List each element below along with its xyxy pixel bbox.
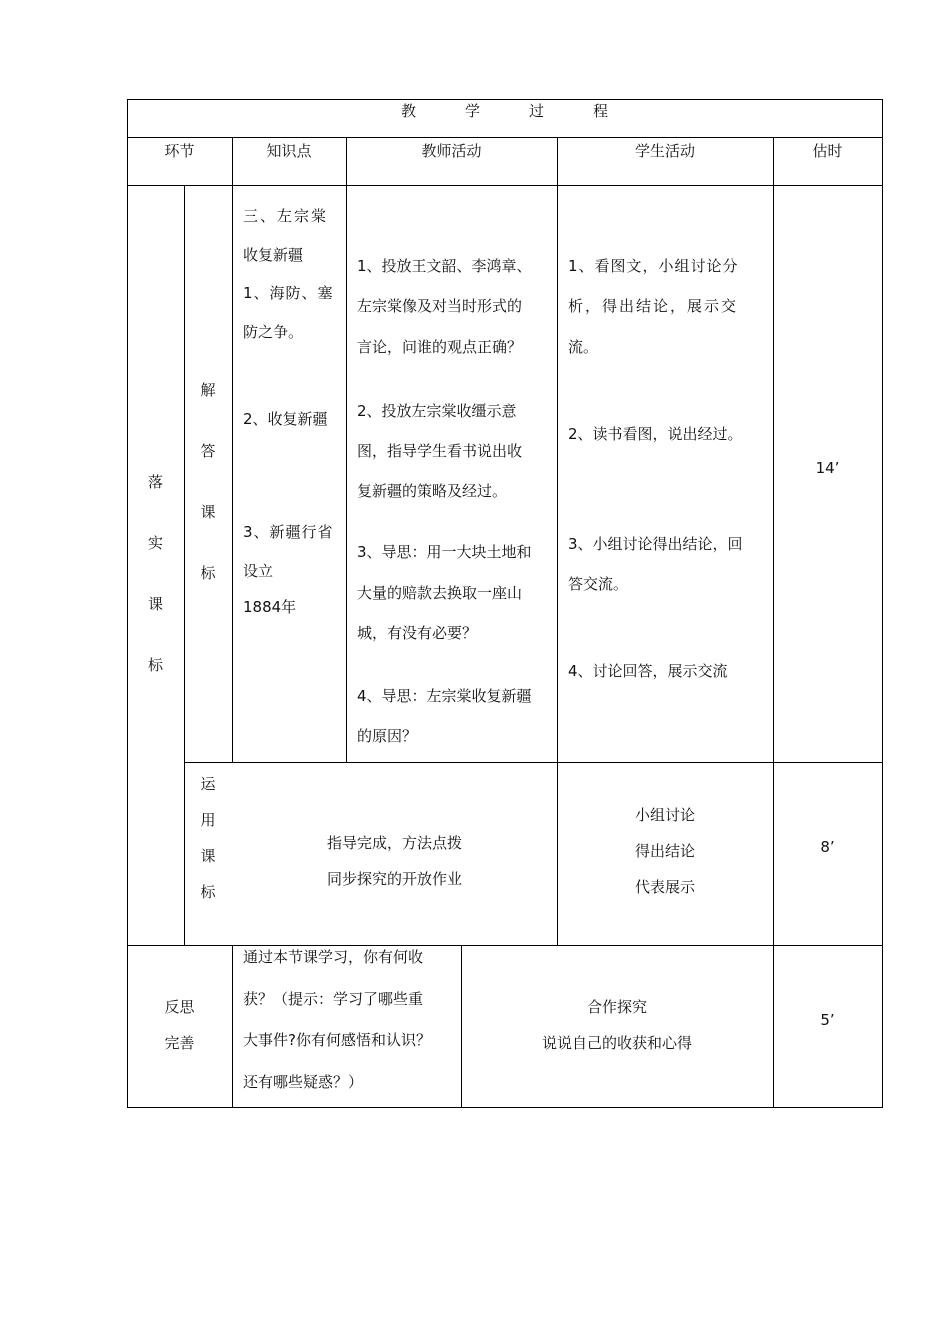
student-line: 答交流。 [568,575,629,593]
reflection-line: 还有哪些疑惑？） [243,1073,364,1091]
part-b-label-char: 标 [200,883,216,901]
part-b-teacher-activity [232,825,557,897]
student-line: 小组讨论 [634,806,695,824]
reflection-line: 获？（提示：学习了哪些重 [243,990,424,1008]
knowledge-line: 收复新疆 [243,246,304,264]
teacher-line: 2、投放左宗棠收缰示意 [357,402,517,420]
teacher-line: 大量的赔款去换取一座山 [357,584,523,602]
section2-label-line: 完善 [164,1034,195,1052]
part-a-label-char: 解 [200,381,216,399]
knowledge-line: 设立 [243,562,274,580]
teacher-line: 复新疆的策略及经过。 [357,482,508,500]
part-b-label [184,766,232,910]
activity-line: 说说自己的收获和心得 [541,1034,692,1052]
part-a-label-char: 答 [200,442,216,460]
section2-time: 5’ [820,1011,835,1029]
section1-label-char: 落 [147,473,163,491]
teacher-line: 左宗棠像及对当时形式的 [357,297,523,315]
teacher-line: 图，指导学生看书说出收 [357,442,523,460]
teacher-line: 1、投放王文韶、李鸿章、 [357,257,532,275]
student-line: 流。 [568,338,599,356]
header-teacher-activity: 教师活动 [421,142,482,160]
header-section: 环节 [164,142,195,160]
teacher-line: 指导完成，方法点拨 [326,834,462,852]
student-line: 3、小组讨论得出结论，回 [568,535,743,553]
teacher-line: 言论，问谁的观点正确？ [357,338,523,356]
student-line: 4、讨论回答，展示交流 [568,662,728,680]
section1-label-char: 实 [147,534,163,552]
teacher-line: 3、导思：用一大块土地和 [357,543,532,561]
knowledge-line: 2、收复新疆 [243,410,328,428]
section1-label-char: 标 [147,656,163,674]
reflection-line: 通过本节课学习，你有何收 [243,948,424,966]
part-a-time: 14’ [815,459,840,477]
part-a-label-char: 课 [200,503,216,521]
student-line: 析，得出结论，展示交 [568,297,739,315]
knowledge-line: 1、海防、塞 [243,284,334,302]
teacher-line: 4、导思：左宗棠收复新疆 [357,687,532,705]
section1-label-char: 课 [147,595,163,613]
table-title: 教 学 过 程 [400,102,609,120]
part-b-student-activity [557,797,773,905]
header-student-activity: 学生活动 [634,142,695,160]
part-b-label-char: 课 [200,847,216,865]
student-line: 1、看图文，小组讨论分 [568,257,739,275]
part-a-label [184,360,232,604]
knowledge-line: 1884年 [243,598,297,616]
teacher-line: 同步探究的开放作业 [326,870,462,888]
section2-label [127,989,232,1061]
header-knowledge: 知识点 [266,142,312,160]
part-b-label-char: 用 [200,811,216,829]
knowledge-line: 3、新疆行省 [243,523,334,541]
knowledge-line: 三、左宗棠 [243,207,329,225]
part-a-label-char: 标 [200,564,216,582]
header-time: 估时 [812,142,843,160]
section1-label [127,452,184,696]
reflection-line: 大事件?你有何感悟和认识？ [243,1031,431,1049]
section2-activity [461,989,773,1061]
student-line: 2、读书看图，说出经过。 [568,425,743,443]
section2-label-line: 反思 [164,998,195,1016]
student-line: 得出结论 [634,842,695,860]
student-line: 代表展示 [634,878,695,896]
teacher-line: 城，有没有必要？ [357,624,478,642]
activity-line: 合作探究 [586,998,647,1016]
knowledge-line: 防之争。 [243,323,304,341]
part-b-time: 8’ [820,838,835,856]
teacher-line: 的原因？ [357,727,418,745]
part-b-label-char: 运 [200,775,216,793]
